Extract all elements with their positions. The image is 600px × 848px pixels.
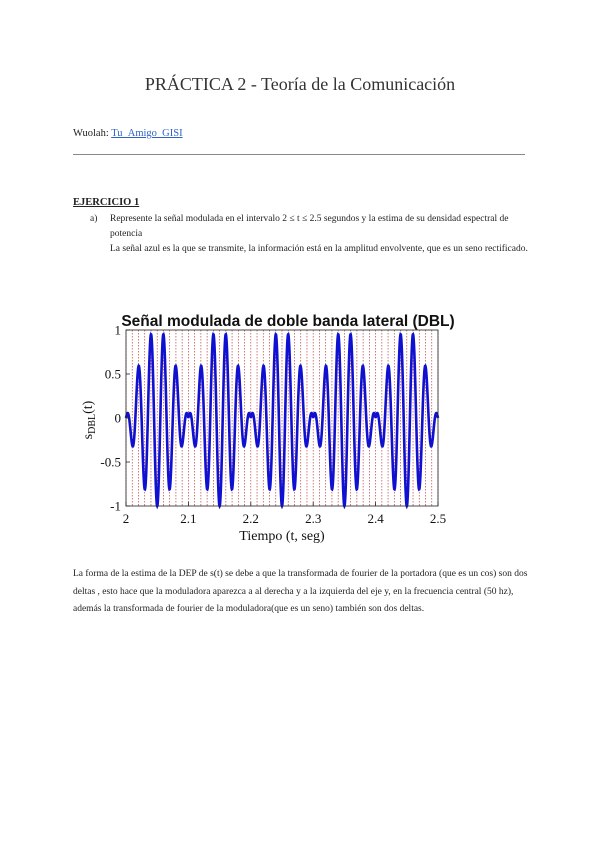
y-axis-label: $s_{DBL}(t)$ xyxy=(81,400,98,440)
x-tick-label: 2.5 xyxy=(429,511,447,526)
y-tick-label: 1 xyxy=(114,322,121,338)
x-tick-label: 2.3 xyxy=(305,511,322,526)
y-tick-label: -0.5 xyxy=(100,454,121,470)
x-tick-label: 2.4 xyxy=(367,511,384,526)
page-title: PRÁCTICA 2 - Teoría de la Comunicación xyxy=(144,74,456,94)
author-line xyxy=(73,128,183,139)
author-link[interactable]: Tu_Amigo_GISI xyxy=(111,128,183,139)
dbl-chart xyxy=(78,310,458,550)
x-axis-label: Tiempo (t, seg) xyxy=(239,529,325,544)
x-tick-label: 2.2 xyxy=(242,511,259,526)
author-label: Wuolah: xyxy=(73,128,109,139)
exercise-heading: EJERCICIO 1 xyxy=(73,197,140,208)
y-tick-label: 0.5 xyxy=(104,366,121,382)
y-tick-label: 0 xyxy=(114,410,121,426)
item-text: Represente la señal modulada en el intervalo 2 ≤ t ≤ 2.5 segundos y la estima de su densidad espectral de potencia xyxy=(110,214,509,239)
y-tick-label: -1 xyxy=(110,498,121,514)
chart-title: Señal modulada de doble banda lateral (DBL) xyxy=(121,313,455,330)
x-tick-label: 2 xyxy=(122,511,130,526)
divider xyxy=(73,154,525,155)
item-marker: a) xyxy=(90,214,98,224)
item-note: La señal azul es la que se transmite, la información está en la amplitud envolvente, que es un seno rectificado. xyxy=(110,244,528,254)
x-tick-label: 2.1 xyxy=(180,511,197,526)
explanation-paragraph: La forma de la estima de la DEP de s(t) se debe a que la transformada de fourier de la portadora (que es un cos) son dos deltas , esto hace que la moduladora aparezca a al derecha y a la izquierda del eje y, en la frecuencia central (50 hz), además la transformada de fourier de la moduladora(que es un seno) también son dos deltas. xyxy=(73,569,528,614)
